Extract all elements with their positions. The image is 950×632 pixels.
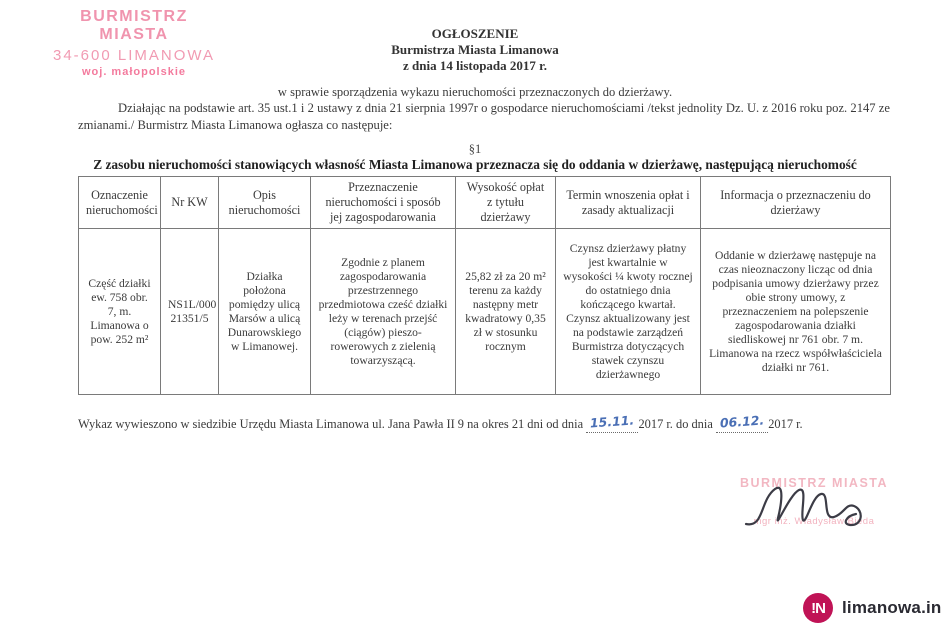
section-heading: Z zasobu nieruchomości stanowiących własność Miasta Limanowa przeznacza się do oddania w dzierżawę, następującą nieruchomość [93, 157, 857, 172]
document-date: z dnia 14 listopada 2017 r. [403, 58, 547, 73]
limanowa-in-logo-text: limanowa.in [842, 598, 942, 617]
limanowa-in-logo [803, 593, 942, 623]
cell-kw-number: NS1L/000 21351/5 [161, 229, 219, 395]
notice-text-middle: 2017 r. do dnia [638, 417, 713, 431]
cell-property-designation: Część działki ew. 758 obr. 7, m. Limanowa o pow. 252 m² [79, 229, 161, 395]
stamp-voivodeship: woj. małopolskie [81, 66, 187, 78]
col-header-property-description: Opis nieruchomości [219, 177, 311, 229]
property-lease-table [78, 176, 891, 395]
handwritten-date-to: 06.12. [719, 412, 765, 431]
document-header [0, 26, 950, 74]
signature-stamp-name: mgr inż. Władysław Bieda [753, 516, 875, 527]
col-header-kw-number: Nr KW [161, 177, 219, 229]
cell-lease-info: Oddanie w dzierżawę następuje na czas nieoznaczony licząc od dnia podpisania umowy dzierżawy przez obie strony umowy, z przeznaczeniem na polepszenie zagospodarowania działki siedliskowej nr 761 obr. 7 m. Limanowa na rzecz współwłaściciela działki nr 761. [701, 229, 891, 395]
posting-notice [78, 412, 938, 433]
cell-property-description: Działka położona pomiędzy ulicą Marsów a ulicą Dunarowskiego w Limanowej. [219, 229, 311, 395]
signature-stamp-title: BURMISTRZ MIASTA [739, 476, 889, 490]
table-header-row [79, 177, 891, 229]
document-issuer: Burmistrza Miasta Limanowa [391, 42, 559, 57]
stamp-office-name: BURMISTRZ MIASTA [80, 8, 188, 43]
col-header-purpose: Przeznaczenie nieruchomości i sposób jej zagospodarowania [311, 177, 456, 229]
stamp-postal-city: 34-600 LIMANOWA [53, 47, 215, 64]
notice-text-prefix: Wykaz wywieszono w siedzibie Urzędu Miasta Limanowa ul. Jana Pawła II 9 na okres 21 dni od dnia [78, 417, 584, 431]
document-title: OGŁOSZENIE [431, 26, 519, 41]
notice-text-suffix: 2017 r. [768, 417, 803, 431]
paragraph-mark: §1 [468, 142, 482, 156]
cell-payment-terms: Czynsz dzierżawy płatny jest kwartalnie w wysokości ¼ kwoty rocznej do ostatniego dnia kończącego kwartał. Czynsz aktualizowany jest na podstawie zarządzeń Burmistrza dotyczących stawek czynszu dzierżawnego [556, 229, 701, 395]
document-subject: w sprawie sporządzenia wykazu nieruchomości przeznaczonych do dzierżawy. [277, 85, 673, 99]
col-header-lease-info: Informacja o przeznaczeniu do dzierżawy [701, 177, 891, 229]
handwritten-signature-scrawl [742, 478, 882, 536]
col-header-fees: Wysokość opłat z tytułu dzierżawy [456, 177, 556, 229]
signature-area [734, 476, 894, 540]
cell-fees: 25,82 zł za 20 m² terenu za każdy następny metr kwadratowy 0,35 zł w stosunku rocznym [456, 229, 556, 395]
col-header-payment-terms: Termin wnoszenia opłat i zasady aktualizacji [556, 177, 701, 229]
col-header-property-designation: Oznaczenie nieruchomości [79, 177, 161, 229]
limanowa-in-logo-icon: !N [803, 593, 833, 623]
handwritten-date-from: 15.11. [589, 412, 635, 431]
cell-purpose: Zgodnie z planem zagospodarowania przestrzennego przedmiotowa cześć działki leży w terenach przejść (ciągów) pieszo-rowerowych z zielenią towarzyszącą. [311, 229, 456, 395]
table-row [79, 229, 891, 395]
legal-basis-paragraph: Działając na podstawie art. 35 ust.1 i 2 ustawy z dnia 21 sierpnia 1997r o gospodarce nieruchomościami /tekst jednolity Dz. U. z 2016 roku poz. 2147 ze zmianami./ Burmistrz Miasta Limanowa ogłasza co następuje: [78, 101, 890, 132]
